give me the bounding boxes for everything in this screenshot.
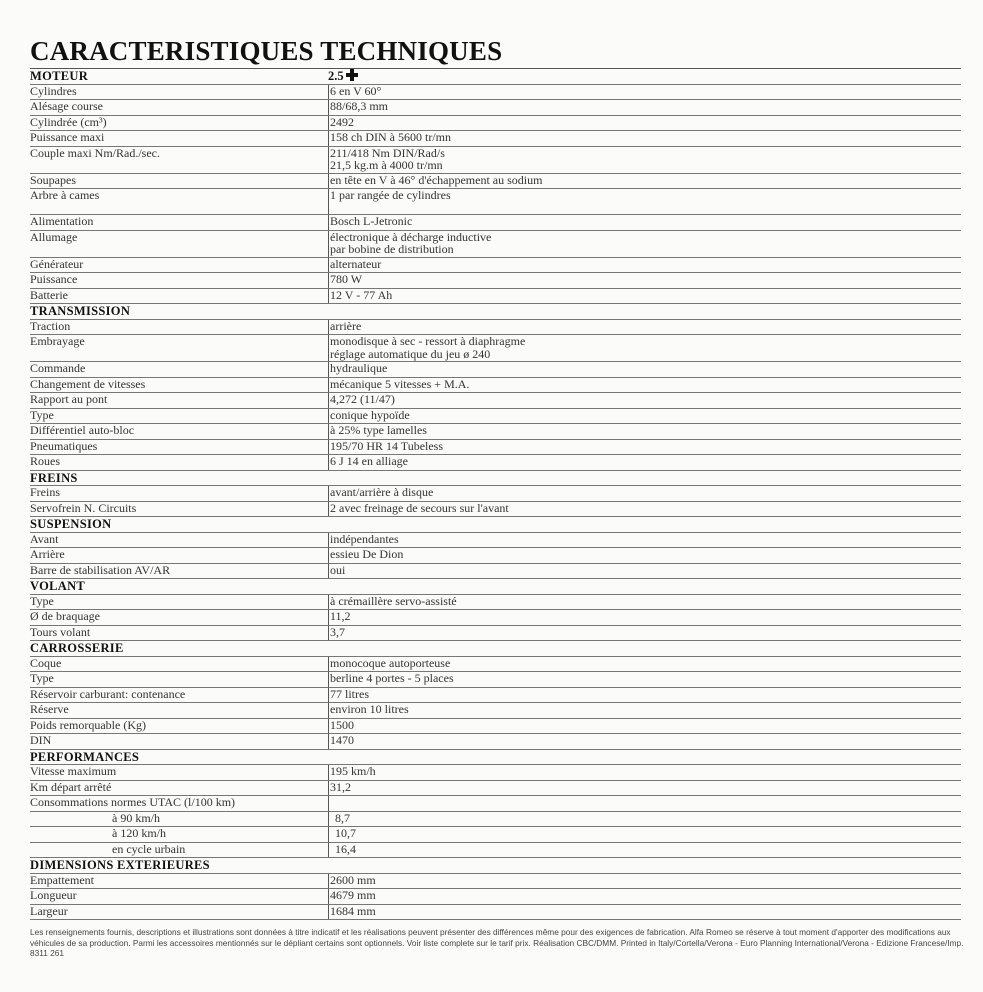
spec-label: à 120 km/h <box>112 826 166 840</box>
spec-value <box>328 703 624 718</box>
spec-value-line: environ 10 litres <box>330 702 409 716</box>
spec-label: Coque <box>30 655 62 670</box>
spec-value-line: 31,2 <box>330 779 351 794</box>
spec-row <box>30 174 961 190</box>
spec-value <box>328 548 624 563</box>
spec-row <box>30 734 961 750</box>
spec-row <box>30 231 961 258</box>
spec-label: Km départ arrêté <box>30 779 112 794</box>
spec-row <box>30 812 961 828</box>
spec-value <box>328 889 624 904</box>
spec-value <box>328 734 624 749</box>
spec-label: Commande <box>30 361 86 375</box>
section-header <box>30 579 961 595</box>
spec-value-line: 2 avec freinage de secours sur l'avant <box>330 500 509 515</box>
spec-value-line: 11,2 <box>330 609 351 623</box>
spec-row <box>30 657 961 673</box>
spec-value-line: par bobine de distribution <box>330 242 454 257</box>
spec-value <box>328 215 624 230</box>
spec-value <box>328 455 624 470</box>
section-title: PERFORMANCES <box>30 749 140 764</box>
spec-row <box>30 548 961 564</box>
spec-value <box>328 812 624 827</box>
spec-value-line: 1684 mm <box>330 903 376 918</box>
spec-value-line: 16,4 <box>335 841 356 856</box>
spec-label: Différentiel auto-bloc <box>30 423 135 437</box>
spec-row <box>30 273 961 289</box>
spec-row <box>30 455 961 471</box>
spec-value <box>328 258 624 273</box>
spec-value <box>328 626 624 641</box>
spec-label: Type <box>30 671 54 685</box>
spec-value-line: mécanique 5 vitesses + M.A. <box>330 376 470 391</box>
section-header <box>30 641 961 657</box>
spec-label: Vitesse maximum <box>30 764 117 778</box>
spec-row <box>30 905 961 921</box>
spec-label: Réservoir carburant: contenance <box>30 686 186 701</box>
spec-row <box>30 533 961 549</box>
spec-label: Alimentation <box>30 214 94 228</box>
spec-row <box>30 843 961 859</box>
spec-value-line: 1500 <box>330 717 354 732</box>
cross-icon <box>346 69 358 81</box>
section-title: FREINS <box>30 470 78 485</box>
spec-value-line: hydraulique <box>330 361 388 375</box>
spec-label: à 90 km/h <box>112 810 160 825</box>
spec-value-line: 88/68,3 mm <box>330 99 389 113</box>
spec-row <box>30 688 961 704</box>
spec-value-line: alternateur <box>330 256 382 271</box>
spec-label: Empattement <box>30 872 94 887</box>
spec-value <box>328 688 624 703</box>
spec-row <box>30 486 961 502</box>
spec-value-line: 195 km/h <box>330 764 376 778</box>
spec-value-line: monocoque autoporteuse <box>330 655 451 670</box>
spec-row <box>30 424 961 440</box>
spec-value-line: 195/70 HR 14 Tubeless <box>330 438 444 453</box>
spec-value <box>328 335 624 361</box>
spec-row <box>30 781 961 797</box>
spec-value-line: 8,7 <box>335 810 350 825</box>
spec-value-line: 780 W <box>330 272 363 286</box>
spec-value <box>328 174 624 189</box>
spec-value <box>328 874 624 889</box>
engine-version-label: 2.5 <box>328 69 344 83</box>
section-title: SUSPENSION <box>30 517 112 531</box>
spec-row <box>30 85 961 101</box>
spec-row <box>30 393 961 409</box>
spec-value <box>328 100 624 115</box>
section-title: DIMENSIONS EXTERIEURES <box>30 858 210 872</box>
spec-label: Pneumatiques <box>30 438 98 453</box>
spec-row <box>30 258 961 274</box>
spec-label: Avant <box>30 531 59 546</box>
spec-label: Barre de stabilisation AV/AR <box>30 562 171 577</box>
spec-value <box>328 595 624 610</box>
spec-value-line: en tête en V à 46° d'échappement au sodium <box>330 172 543 187</box>
page-title: CARACTERISTIQUES TECHNIQUES <box>30 36 503 66</box>
spec-value <box>328 320 624 335</box>
section-header <box>30 517 961 533</box>
section-header <box>30 304 961 320</box>
section-title: TRANSMISSION <box>30 304 131 318</box>
spec-value-line: 10,7 <box>335 826 356 840</box>
disclaimer-footer: Les renseignements fournis, descriptions et illustrations sont données à titre indicatif et les réalisations peuvent présenter des différences même pour des exigences de fabrication. Alfa Romeo se réserve à tout moment d'apporter des modifications aux véhicules de sa production. Parmi les accessoires mentionnés sur le dépliant certains sont optionnels. Voir liste complete sur le tarif prix. Réalisation CBC/DMM. Printed in Italy/Cortella/Verona - Euro Planning International/Verona - Edizione Francese/Imp. 8311 261 <box>30 927 964 959</box>
spec-value-line: 4679 mm <box>330 888 376 902</box>
spec-label: Réserve <box>30 702 69 716</box>
spec-row <box>30 409 961 425</box>
spec-value <box>328 796 624 811</box>
spec-row <box>30 889 961 905</box>
spec-value <box>328 905 624 920</box>
section-header <box>30 471 961 487</box>
spec-label: Traction <box>30 318 71 333</box>
spec-value <box>328 85 624 100</box>
spec-label: Arbre à cames <box>30 188 100 202</box>
spec-label: Tours volant <box>30 624 91 639</box>
spec-row <box>30 703 961 719</box>
spec-row <box>30 362 961 378</box>
section-header <box>30 750 961 766</box>
spec-label: Puissance maxi <box>30 130 105 144</box>
spec-value <box>328 289 624 304</box>
spec-value-line: 211/418 Nm DIN/Rad/s <box>330 145 445 160</box>
spec-row <box>30 189 961 215</box>
spec-row <box>30 827 961 843</box>
spec-value-line: 2600 mm <box>330 872 376 887</box>
spec-row <box>30 215 961 231</box>
spec-label: Type <box>30 593 54 608</box>
spec-label: Cylindres <box>30 83 77 98</box>
spec-value <box>328 486 624 501</box>
spec-label: Changement de vitesses <box>30 376 146 391</box>
spec-value-line: conique hypoïde <box>330 407 410 422</box>
spec-row <box>30 320 961 336</box>
spec-label: Soupapes <box>30 172 76 187</box>
spec-row <box>30 502 961 518</box>
spec-value <box>328 147 624 173</box>
spec-label: Poids remorquable (Kg) <box>30 717 146 732</box>
spec-row <box>30 796 961 812</box>
spec-label: Type <box>30 407 54 422</box>
spec-value <box>328 564 624 579</box>
spec-value <box>328 131 624 146</box>
spec-row <box>30 626 961 642</box>
spec-value-line: électronique à décharge inductive <box>330 229 492 244</box>
section-header <box>30 858 961 874</box>
spec-label: Cylindrée (cm³) <box>30 114 107 129</box>
spec-value-line: oui <box>330 562 346 577</box>
spec-row <box>30 719 961 735</box>
section-title: MOTEUR <box>30 69 89 83</box>
spec-row <box>30 335 961 362</box>
spec-value-line: essieu De Dion <box>330 547 404 561</box>
spec-value-line: à 25% type lamelles <box>330 423 427 437</box>
spec-value <box>328 827 624 842</box>
spec-value <box>328 424 624 439</box>
spec-value <box>328 672 624 687</box>
spec-value <box>328 502 624 517</box>
spec-value-line: berline 4 portes - 5 places <box>330 671 454 685</box>
spec-row <box>30 131 961 147</box>
spec-value-line: 2492 <box>330 114 354 129</box>
spec-label: Alésage course <box>30 99 103 113</box>
spec-value-line: 3,7 <box>330 624 345 639</box>
spec-row <box>30 100 961 116</box>
spec-value-line: 21,5 kg.m à 4000 tr/mn <box>330 158 443 173</box>
spec-label: Couple maxi Nm/Rad./sec. <box>30 145 160 160</box>
spec-value-line: 158 ch DIN à 5600 tr/mn <box>330 130 451 144</box>
spec-value <box>328 657 624 672</box>
spec-row <box>30 610 961 626</box>
spec-value-line: réglage automatique du jeu ø 240 <box>330 346 491 361</box>
spec-value-line: monodisque à sec - ressort à diaphragme <box>330 334 526 348</box>
spec-row <box>30 378 961 394</box>
spec-row <box>30 116 961 132</box>
spec-row <box>30 440 961 456</box>
spec-label: Générateur <box>30 256 84 271</box>
spec-value-line: avant/arrière à disque <box>330 485 434 499</box>
spec-label: en cycle urbain <box>112 841 186 856</box>
spec-value <box>328 362 624 377</box>
spec-value-line: 1470 <box>330 733 354 747</box>
spec-row <box>30 564 961 580</box>
spec-value <box>328 273 624 288</box>
spec-row <box>30 765 961 781</box>
spec-row <box>30 289 961 305</box>
spec-label: Arrière <box>30 547 65 561</box>
spec-value <box>328 393 624 408</box>
spec-value <box>328 116 624 131</box>
spec-value-line: 77 litres <box>330 686 369 701</box>
spec-row <box>30 147 961 174</box>
spec-value-line: arrière <box>330 318 362 333</box>
spec-value-line: 4,272 (11/47) <box>330 392 395 406</box>
engine-version <box>328 69 358 84</box>
spec-value-line: 1 par rangée de cylindres <box>330 188 451 202</box>
spec-value <box>328 378 624 393</box>
section-title: VOLANT <box>30 579 86 593</box>
spec-value <box>328 719 624 734</box>
spec-value-line: Bosch L-Jetronic <box>330 214 413 228</box>
spec-value <box>328 533 624 548</box>
spec-label: Puissance <box>30 272 78 286</box>
spec-value <box>328 409 624 424</box>
spec-row <box>30 874 961 890</box>
spec-value-line: à crémaillère servo-assisté <box>330 593 457 608</box>
section-title: CARROSSERIE <box>30 641 124 655</box>
spec-label: DIN <box>30 733 52 747</box>
spec-label: Batterie <box>30 287 68 302</box>
spec-value <box>328 781 624 796</box>
spec-value-line: 6 en V 60° <box>330 83 382 98</box>
spec-label: Longueur <box>30 888 77 902</box>
spec-row <box>30 595 961 611</box>
spec-row <box>30 672 961 688</box>
spec-label: Embrayage <box>30 334 85 348</box>
spec-label: Roues <box>30 454 60 468</box>
spec-label: Freins <box>30 485 60 499</box>
section-header <box>30 69 961 85</box>
spec-value <box>328 440 624 455</box>
spec-value-line: indépendantes <box>330 531 399 546</box>
spec-label: Servofrein N. Circuits <box>30 500 137 515</box>
spec-value <box>328 843 624 858</box>
spec-value-line: 6 J 14 en alliage <box>330 454 408 468</box>
spec-table <box>30 68 961 920</box>
spec-label: Largeur <box>30 903 68 918</box>
spec-label: Allumage <box>30 229 78 244</box>
spec-value <box>328 765 624 780</box>
spec-value <box>328 189 624 214</box>
spec-value <box>328 610 624 625</box>
spec-value <box>328 231 624 257</box>
spec-label: Ø de braquage <box>30 609 100 623</box>
spec-value-line: 12 V - 77 Ah <box>330 287 393 302</box>
spec-label: Consommations normes UTAC (l/100 km) <box>30 795 236 809</box>
spec-label: Rapport au pont <box>30 392 108 406</box>
